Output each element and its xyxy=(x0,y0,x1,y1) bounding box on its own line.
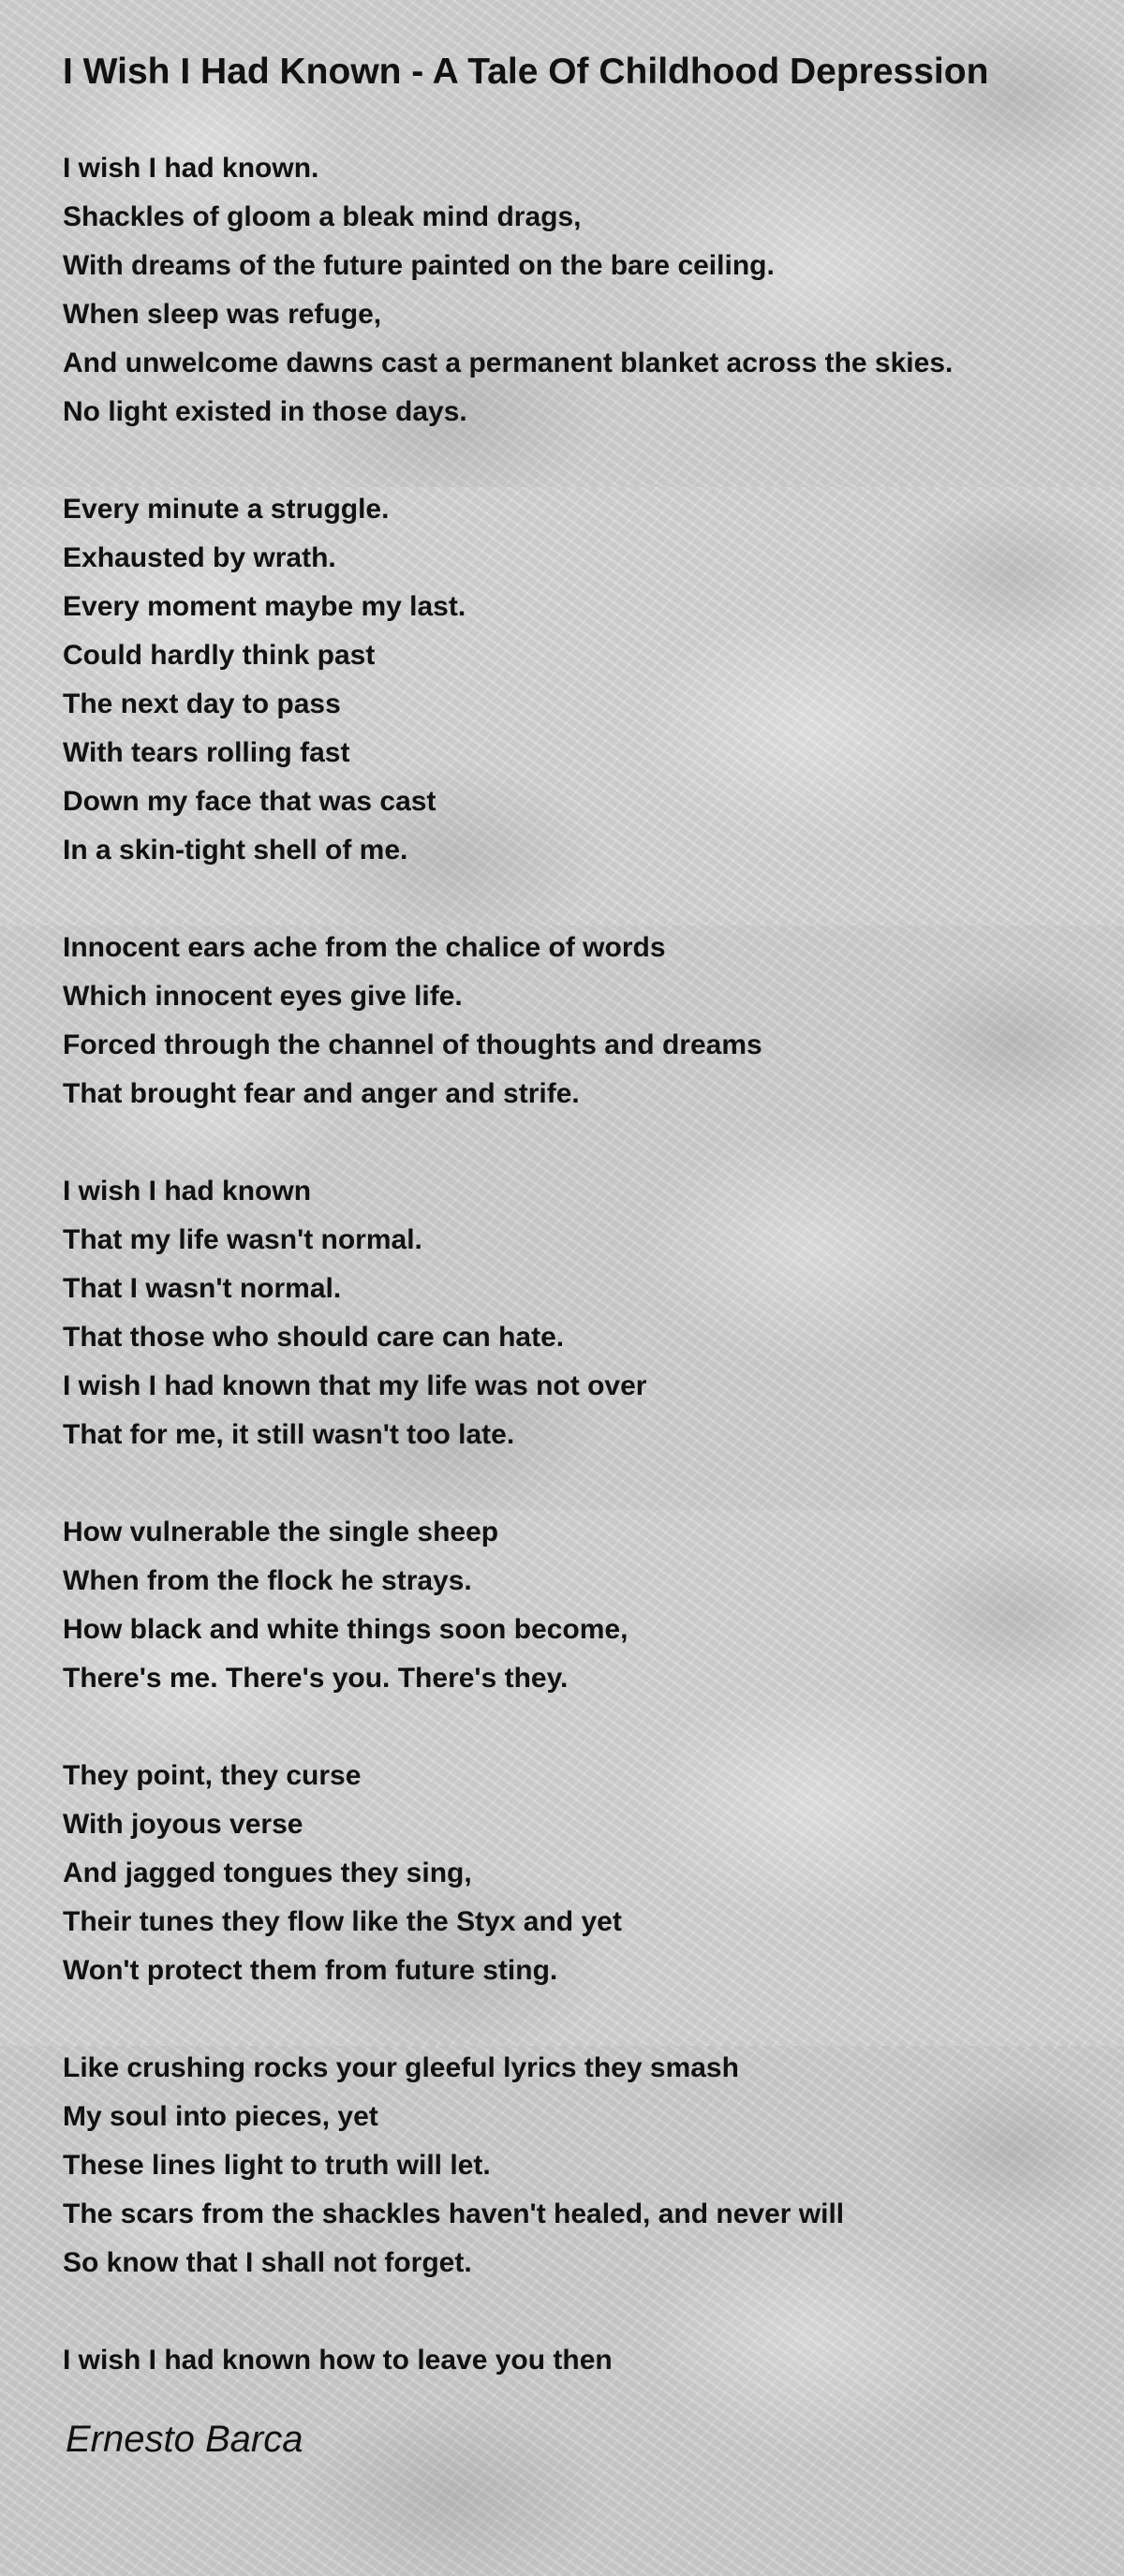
poem-line: In a skin-tight shell of me. xyxy=(63,835,408,866)
poem-line: I wish I had known how to leave you then xyxy=(63,2345,613,2376)
poem-stanza xyxy=(63,144,1074,437)
poem-line: That my life wasn't normal. xyxy=(63,1224,422,1255)
poem-line: That brought fear and anger and strife. xyxy=(63,1078,580,1109)
poem-line: There's me. There's you. There's they. xyxy=(63,1663,569,1694)
poem-line: That I wasn't normal. xyxy=(63,1273,342,1304)
poem-line: Shackles of gloom a bleak mind drags, xyxy=(63,201,582,232)
poem-line: That for me, it still wasn't too late. xyxy=(63,1419,515,1450)
poem-line: Won't protect them from future sting. xyxy=(63,1955,558,1986)
poem-line: With joyous verse xyxy=(63,1809,303,1840)
poem-content xyxy=(63,49,1074,2462)
poem-line: Every moment maybe my last. xyxy=(63,591,466,622)
poem-stanza xyxy=(63,2336,1074,2385)
poem-line: Like crushing rocks your gleeful lyrics they smash xyxy=(63,2052,739,2083)
poem-line: When from the flock he strays. xyxy=(63,1565,472,1596)
poem-line: When sleep was refuge, xyxy=(63,299,382,330)
poem-line: Down my face that was cast xyxy=(63,786,436,817)
poem-stanza xyxy=(63,485,1074,875)
poem-stanza xyxy=(63,1752,1074,1995)
stanza-break xyxy=(63,1703,1074,1752)
poem-stanza xyxy=(63,924,1074,1118)
poem-line: The scars from the shackles haven't healed, and never will xyxy=(63,2198,845,2229)
poem-line: How vulnerable the single sheep xyxy=(63,1517,499,1547)
poem-line: Which innocent eyes give life. xyxy=(63,981,463,1012)
stanza-break xyxy=(63,2287,1074,2336)
poem-title: I Wish I Had Known - A Tale Of Childhood Depression xyxy=(63,52,989,92)
poem-line: No light existed in those days. xyxy=(63,396,467,427)
poem-body xyxy=(63,144,1074,2385)
poem-stanza xyxy=(63,2044,1074,2287)
poem-stanza xyxy=(63,1167,1074,1459)
stanza-break xyxy=(63,1118,1074,1167)
poem-line: I wish I had known. xyxy=(63,153,319,184)
poem-line: That those who should care can hate. xyxy=(63,1322,565,1353)
poem-line: Every minute a struggle. xyxy=(63,494,390,525)
poem-line: How black and white things soon become, xyxy=(63,1614,629,1645)
poem-line: I wish I had known xyxy=(63,1176,312,1207)
poem-line: Exhausted by wrath. xyxy=(63,542,336,573)
poem-line: My soul into pieces, yet xyxy=(63,2101,378,2132)
stanza-break xyxy=(63,875,1074,924)
stanza-break xyxy=(63,1995,1074,2044)
poem-line: And jagged tongues they sing, xyxy=(63,1858,472,1888)
stanza-break xyxy=(63,1459,1074,1508)
poem-line: So know that I shall not forget. xyxy=(63,2247,472,2278)
poem-line: They point, they curse xyxy=(63,1760,362,1791)
poem-line: Could hardly think past xyxy=(63,640,376,671)
poem-line: With tears rolling fast xyxy=(63,737,350,768)
poem-line: With dreams of the future painted on the bare ceiling. xyxy=(63,250,775,281)
poem-line: And unwelcome dawns cast a permanent blanket across the skies. xyxy=(63,348,954,378)
poem-line: Forced through the channel of thoughts and dreams xyxy=(63,1029,762,1060)
poem-line: These lines light to truth will let. xyxy=(63,2150,491,2181)
poem-line: Innocent ears ache from the chalice of words xyxy=(63,932,666,963)
poem-line: I wish I had known that my life was not over xyxy=(63,1370,647,1401)
poem-line: Their tunes they flow like the Styx and yet xyxy=(63,1906,622,1937)
stanza-break xyxy=(63,437,1074,485)
poem-stanza xyxy=(63,1508,1074,1703)
poem-line: The next day to pass xyxy=(63,688,341,719)
poem-author: Ernesto Barca xyxy=(66,2419,303,2460)
